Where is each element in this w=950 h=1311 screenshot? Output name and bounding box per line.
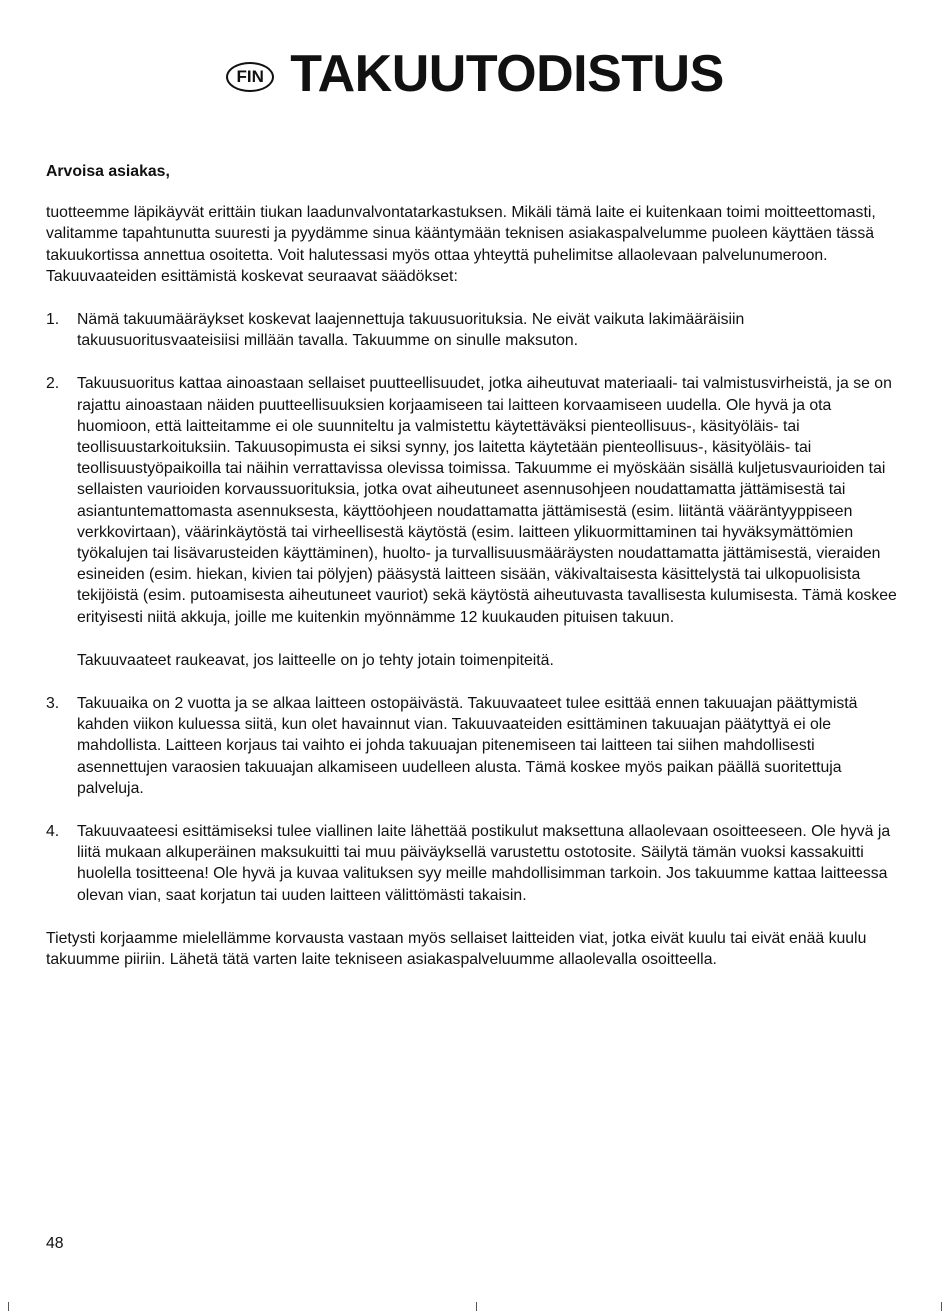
list-item-text: Nämä takuumääräykset koskevat laajennettuja takuusuorituksia. Ne eivät vaikuta lakimääräisiin takuusuoritusvaateisiisi millään tavalla. Takuumme on sinulle maksuton. [77, 311, 745, 350]
list-item-number: 3. [46, 695, 60, 713]
page-number: 48 [46, 1235, 64, 1252]
intro-paragraph: tuotteemme läpikäyvät erittäin tiukan laadunvalvontatarkastuksen. Mikäli tämä laite ei kuitenkaan toimi moitteettomasti, valitamme tapahtunutta suuresti ja pyydämme sinua kääntymään teknisen asiakaspalvelumme puoleen käyttäen tässä takuukortissa annettua osoitetta. Voit halutessasi myös ottaa yhteyttä puhelimitse allaolevaan palvelunumeroon. Takuuvaateiden esittämistä koskevat seuraavat säädökset: [46, 204, 876, 285]
crop-mark [476, 1302, 477, 1311]
warranty-terms-list [46, 309, 904, 906]
list-item-number: 2. [46, 375, 60, 393]
language-badge-icon: FIN [226, 62, 274, 92]
list-item-text: Takuuvaateesi esittämiseksi tulee viallinen laite lähettää postikulut maksettuna allaolevaan osoitteeseen. Ole hyvä ja liitä mukaan alkuperäinen maksukuitti tai muu päiväyksellä varustettu ostotosite. Säilytä tämän vuoksi kassakuitti huolella tositteena! Ole hyvä ja kuvaa valituksen syy meille mahdollisimman tarkoin. Jos takuumme kattaa laitteessa olevan vian, saat korjatun tai uuden laitteen välittömästi takaisin. [77, 823, 891, 904]
crop-mark [8, 1302, 9, 1311]
salutation: Arvoisa asiakas, [46, 163, 170, 180]
list-item-subparagraph: Takuuvaateet raukeavat, jos laitteelle on jo tehty jotain toimenpiteitä. [77, 651, 554, 669]
list-item-number: 4. [46, 823, 60, 841]
list-item [46, 693, 904, 799]
list-item-text: Takuusuoritus kattaa ainoastaan sellaiset puutteellisuudet, jotka aiheutuvat materiaali- tai valmistusvirheistä, ja se on rajattu ainoastaan näiden puutteellisuuksien korjaamiseen tai laitteen korvaamiseen uudella. Ole hyvä ja ota huomioon, että laitteitamme ei ole suunniteltu ja valmistettu käytettäväksi pienteollisuus-, käsityöläis- tai teollisuustarkoituksiin. Takuusopimusta ei siksi synny, jos laitetta käytetään pienteollisuus-, käsityöläis- tai teollisuustyöpaikoilla tai näihin verrattavissa olevissa toimissa. Takuumme ei myöskään sisällä kuljetusvaurioiden tai sellaisten vaurioiden korvaussuorituksia, jotka ovat aiheutuneet asennusohjeen noudattamatta jättämisestä tai asiantuntemattomasta asennuksesta, käyttöohjeen noudattamatta jättämisestä (esim. liitäntä vääräntyyppiseen verkkovirtaan), väärinkäytöstä tai virheellisestä käytöstä (esim. laitteen ylikuormittaminen tai hyväksymättömien työkalujen tai lisävarusteiden käyttäminen), huolto- ja turvallisuusmääräysten noudattamatta jättämisestä, vieraiden esineiden (esim. hiekan, kivien tai pölyjen) pääsystä laitteen sisään, väkivaltaisesta käsittelystä tai ulkopuolisista tekijöistä (esim. putoamisesta aiheutuneet vauriot) sekä käytöstä aiheutuvasta tavallisesta kulumisesta. Tämä koskee erityisesti niitä akkuja, joille me kuitenkin myönnämme 12 kuukauden pituisen takuun. [77, 375, 897, 626]
list-item [46, 373, 904, 671]
closing-paragraph: Tietysti korjaamme mielellämme korvausta vastaan myös sellaiset laitteiden viat, jotka eivät kuulu tai eivät enää kuulu takuumme piiriin. Lähetä tätä varten laite tekniseen asiakaspalveluumme allaolevalla osoitteella. [46, 929, 867, 969]
list-item [46, 309, 904, 351]
list-item-number: 1. [46, 311, 60, 329]
document-body [46, 161, 904, 992]
list-item [46, 821, 904, 906]
page-title: TAKUUTODISTUS [290, 45, 724, 103]
crop-mark [941, 1302, 942, 1311]
page-header [0, 45, 950, 103]
list-item-text: Takuuaika on 2 vuotta ja se alkaa laitteen ostopäivästä. Takuuvaateet tulee esittää ennen takuuajan päättymistä kahden viikon kuluessa siitä, kun olet havainnut vian. Takuuvaateiden esittäminen takuuajan päätyttyä ei ole mahdollista. Laitteen korjaus tai vaihto ei johda takuuajan pitenemiseen tai laitteen tai siihen mahdollisesti asennettujen varaosien takuuajan alkamiseen uudelleen alusta. Tämä koskee myös paikan päällä suoritettuja palveluja. [77, 695, 858, 797]
